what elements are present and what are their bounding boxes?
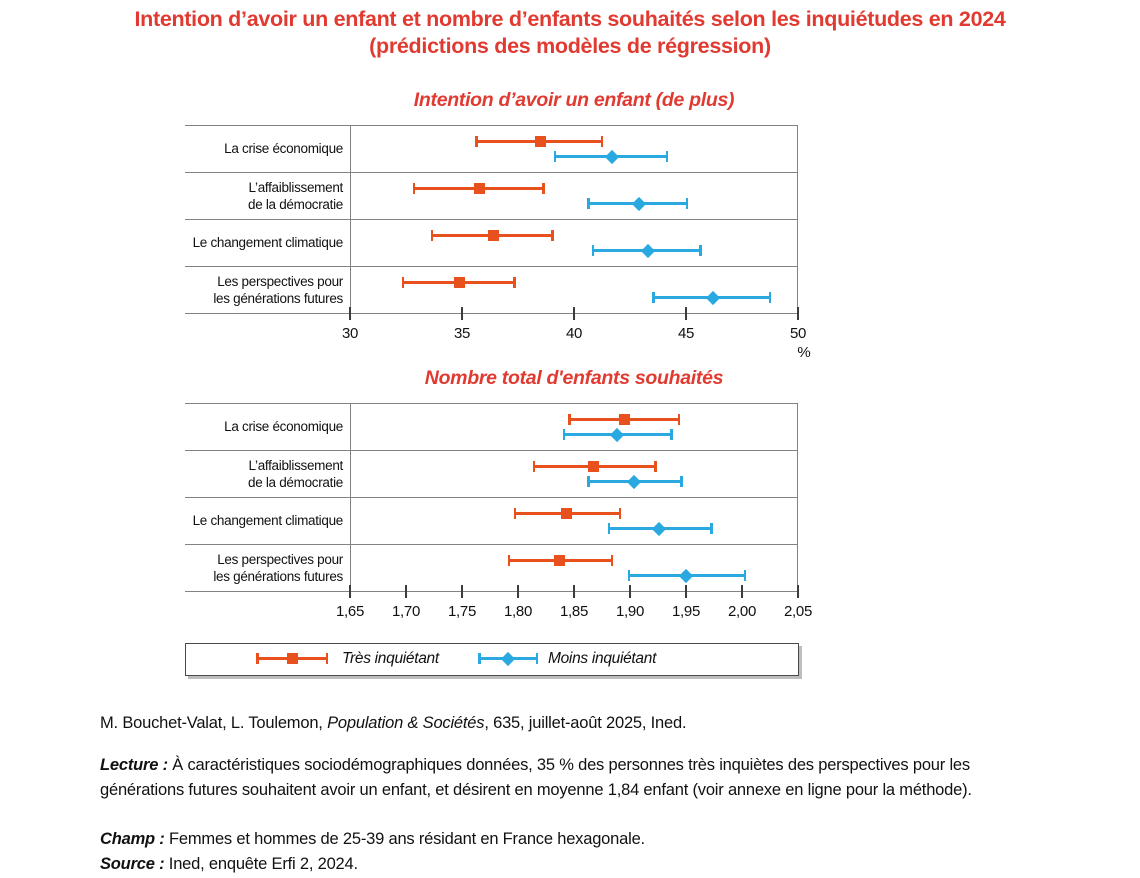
chart1-intention-enfant (185, 125, 811, 361)
axis-tick (797, 307, 799, 320)
axis-tick (349, 585, 351, 598)
footer-citation (100, 711, 1050, 736)
axis-tick (797, 585, 799, 598)
square-marker-icon (454, 277, 465, 288)
grid-line (185, 313, 798, 314)
square-marker-icon (619, 414, 630, 425)
diamond-marker-icon (627, 474, 641, 488)
error-bar-cap-right (769, 292, 772, 303)
row-label-text: Le changement climatique (192, 513, 343, 528)
row-label-text: L’affaiblissement de la démocratie (247, 457, 343, 490)
axis-tick (685, 307, 687, 320)
axis-unit-label: % (797, 344, 811, 361)
lecture-text: À caractéristiques sociodémographiques données, 35 % des personnes très inquiètes des perspectives pour les générations futures souhaitent avoir un enfant, et désirent en moyenne 1,84 enfant (voir annexe en ligne pour la méthode). (100, 756, 972, 799)
axis-tick-label: 35 (453, 325, 471, 342)
error-bar-cap-left (563, 429, 566, 440)
error-bar (431, 229, 554, 242)
row-label-text: Le changement climatique (192, 235, 343, 250)
error-bar-cap-right (710, 523, 713, 534)
axis-tick-label: 2,00 (728, 603, 756, 620)
axis-tick-label: 1,65 (336, 603, 364, 620)
axis-tick-label: 1,90 (616, 603, 644, 620)
axis-tick-label: 1,80 (504, 603, 532, 620)
axis-tick (629, 585, 631, 598)
error-bar (652, 291, 771, 304)
lecture-label: Lecture : (100, 756, 168, 774)
error-bar-cap-right (601, 136, 604, 147)
row-label-text: L’affaiblissement de la démocratie (247, 179, 343, 212)
grid-line (185, 591, 798, 592)
error-bar (608, 522, 713, 535)
axis-tick-label: 1,85 (560, 603, 588, 620)
row-label-text: Les perspectives pour les générations futures (213, 551, 343, 584)
axis-tick-label: 40 (565, 325, 583, 342)
error-bar-cap-right (326, 653, 329, 664)
row-label (185, 497, 343, 544)
square-marker-icon (287, 653, 298, 664)
error-bar-cap-right (551, 230, 554, 241)
axis-tick-label: 1,95 (672, 603, 700, 620)
error-bar-cap-left (533, 461, 536, 472)
axis-tick (573, 585, 575, 598)
row-label-text: La crise économique (224, 419, 343, 434)
error-bar-cap-right (680, 476, 683, 487)
citation-authors: M. Bouchet-Valat, L. Toulemon, (100, 714, 328, 732)
error-bar-cap-left (508, 555, 511, 566)
square-marker-icon (535, 136, 546, 147)
row-label (185, 125, 343, 172)
error-bar-cap-left (592, 245, 595, 256)
axis-tick (573, 307, 575, 320)
row-label (185, 544, 343, 591)
diamond-marker-icon (641, 243, 655, 257)
error-bar (592, 244, 702, 257)
citation-issue: , 635, juillet-août 2025, Ined. (484, 714, 687, 732)
error-bar (413, 182, 545, 195)
citation-journal: Population & Sociétés (327, 714, 485, 732)
legend-item-label: Moins inquiétant (548, 650, 657, 667)
error-bar-cap-left (587, 476, 590, 487)
error-bar-cap-right (654, 461, 657, 472)
error-bar (587, 197, 688, 210)
error-bar-cap-left (514, 508, 517, 519)
axis-tick (349, 307, 351, 320)
row-label (185, 266, 343, 313)
source-text: Ined, enquête Erfi 2, 2024. (164, 855, 358, 873)
error-bar-cap-right (666, 151, 669, 162)
axis-tick (405, 585, 407, 598)
diamond-marker-icon (706, 290, 720, 304)
error-bar (514, 507, 622, 520)
diamond-marker-icon (501, 651, 515, 665)
error-bar-cap-left (568, 414, 571, 425)
axis-tick-label: 45 (677, 325, 695, 342)
axis-tick-label: 2,05 (784, 603, 812, 620)
error-bar-cap-left (608, 523, 611, 534)
error-bar (508, 554, 613, 567)
axis-tick-label: 1,70 (392, 603, 420, 620)
error-bar-cap-right (513, 277, 516, 288)
error-bar-cap-right (542, 183, 545, 194)
error-bar (402, 276, 516, 289)
error-bar (475, 135, 603, 148)
legend-box (185, 643, 799, 676)
error-bar-cap-left (256, 653, 259, 664)
error-bar-cap-left (475, 136, 478, 147)
error-bar-cap-right (619, 508, 622, 519)
axis-tick (461, 307, 463, 320)
square-marker-icon (554, 555, 565, 566)
error-bar-cap-left (431, 230, 434, 241)
champ-text: Femmes et hommes de 25-39 ans résidant en France hexagonale. (164, 830, 645, 848)
axis-tick-label: 1,75 (448, 603, 476, 620)
diamond-marker-icon (679, 568, 693, 582)
square-marker-icon (488, 230, 499, 241)
row-label (185, 403, 343, 450)
legend-item-label: Très inquiétant (342, 650, 439, 667)
row-label (185, 450, 343, 497)
diamond-marker-icon (605, 149, 619, 163)
square-marker-icon (474, 183, 485, 194)
plot-area (350, 403, 798, 591)
axis-tick-label: 30 (341, 325, 359, 342)
row-label (185, 172, 343, 219)
square-marker-icon (588, 461, 599, 472)
error-bar (568, 413, 680, 426)
error-bar-cap-left (402, 277, 405, 288)
plot-area (350, 125, 798, 313)
source-label: Source : (100, 855, 165, 873)
row-label (185, 219, 343, 266)
chart2-nombre-enfants (185, 403, 812, 620)
error-bar (628, 569, 747, 582)
error-bar-cap-right (699, 245, 702, 256)
row-label-text: La crise économique (224, 141, 343, 156)
axis-tick-label: 50 (789, 325, 807, 342)
error-bar-cap-right (686, 198, 689, 209)
diamond-marker-icon (652, 521, 666, 535)
champ-label: Champ : (100, 830, 165, 848)
error-bar-cap-right (611, 555, 614, 566)
error-bar-cap-left (554, 151, 557, 162)
figure-title (0, 6, 1140, 60)
chart2-title: Nombre total d'enfants souhaités (424, 367, 724, 389)
axis-tick (461, 585, 463, 598)
error-bar-cap-left (413, 183, 416, 194)
error-bar (563, 428, 673, 441)
axis-tick (741, 585, 743, 598)
error-bar (587, 475, 682, 488)
square-marker-icon (561, 508, 572, 519)
diamond-marker-icon (609, 427, 623, 441)
error-bar (554, 150, 668, 163)
error-bar-cap-right (744, 570, 747, 581)
axis-tick (685, 585, 687, 598)
error-bar-cap-right (670, 429, 673, 440)
chart1-title: Intention d’avoir un enfant (de plus) (413, 89, 735, 111)
error-bar-cap-left (628, 570, 631, 581)
legend-sample-square (256, 652, 328, 665)
footer-lecture-note (100, 753, 1050, 803)
footer-source-note (100, 852, 1050, 877)
error-bar-cap-left (478, 653, 481, 664)
error-bar-cap-left (652, 292, 655, 303)
error-bar-cap-right (678, 414, 681, 425)
axis-tick (517, 585, 519, 598)
error-bar-cap-right (536, 653, 539, 664)
error-bar (533, 460, 657, 473)
legend-sample-diamond (478, 652, 538, 665)
figure-title-line2: (prédictions des modèles de régression) (369, 34, 771, 58)
figure-title-line1: Intention d’avoir un enfant et nombre d’enfants souhaités selon les inquiétudes en 2024 (134, 7, 1006, 31)
footer-champ-note (100, 827, 1050, 852)
row-label-text: Les perspectives pour les générations futures (213, 273, 343, 306)
error-bar-cap-left (587, 198, 590, 209)
diamond-marker-icon (632, 196, 646, 210)
